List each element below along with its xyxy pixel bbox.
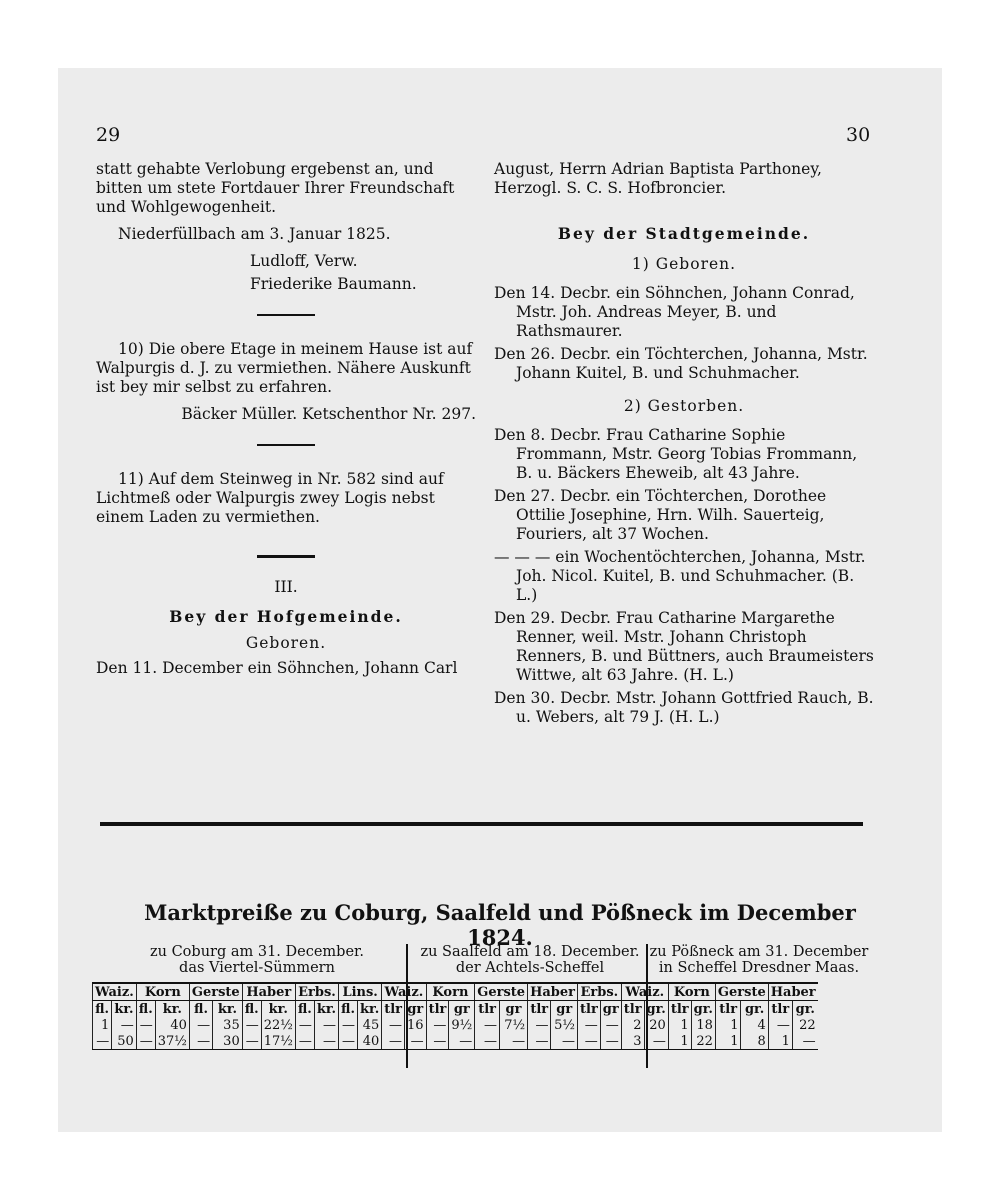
- price-cell: 20: [644, 1017, 668, 1033]
- price-cell: 1: [768, 1033, 792, 1050]
- grain-header: Gerste: [475, 983, 528, 1001]
- price-cell: 22: [691, 1033, 715, 1050]
- continuation-text: August, Herrn Adrian Baptista Parthoney, Herzogl. S. C. S. Hofbroncier.: [494, 160, 822, 197]
- separator: [257, 555, 315, 558]
- price-cell: 35: [213, 1017, 243, 1033]
- unit-cell: fl.: [242, 1001, 261, 1018]
- death-entry: Den 29. Decbr. Frau Catharine Margarethe Renner, weil. Mstr. Johann Christoph Renners, B. und Büttners, auch Braumeisters Wittwe, alt 63 Jahre. (H. L.): [494, 609, 874, 684]
- price-cell: 1: [715, 1017, 741, 1033]
- price-cell: 8: [741, 1033, 768, 1050]
- unit-cell: tlr: [668, 1001, 691, 1018]
- right-column: [494, 160, 874, 727]
- grain-header: Gerste: [189, 983, 242, 1001]
- notice-10: 10) Die obere Etage in meinem Hause ist auf Walpurgis d. J. zu vermiethen. Nähere Auskunft ist bey mir selbst zu erfahren.: [96, 340, 473, 396]
- price-cell: 18: [691, 1017, 715, 1033]
- grain-header: Korn: [426, 983, 475, 1001]
- unit-cell: gr.: [644, 1001, 668, 1018]
- saalfeld-date: zu Saalfeld am 18. December.: [420, 944, 640, 960]
- page-number-right: 30: [846, 124, 871, 146]
- death-entry: Den 30. Decbr. Mstr. Johann Gottfried Rauch, B. u. Webers, alt 79 J. (H. L.): [494, 689, 874, 726]
- price-cell: 2: [621, 1017, 644, 1033]
- unit-cell: kr.: [358, 1001, 382, 1018]
- unit-cell: gr: [499, 1001, 527, 1018]
- coburg-header: [112, 944, 402, 976]
- unit-cell: kr.: [112, 1001, 137, 1018]
- death-entry: — — — ein Wochentöchterchen, Johanna, Mstr. Joh. Nicol. Kuitel, B. und Schuhmacher. (B. L.): [494, 548, 866, 604]
- grain-header: Haber: [528, 983, 578, 1001]
- unit-cell: tlr: [426, 1001, 449, 1018]
- grain-header: Korn: [668, 983, 715, 1001]
- unit-cell: gr: [449, 1001, 475, 1018]
- separator: [257, 444, 315, 446]
- page-number-left: 29: [96, 124, 121, 146]
- price-cell: —: [314, 1033, 338, 1050]
- unit-cell: tlr: [382, 1001, 405, 1018]
- price-cell: —: [475, 1033, 500, 1050]
- price-cell: —: [528, 1017, 551, 1033]
- born-heading: Geboren.: [245, 634, 327, 652]
- market-prices-table: [92, 982, 818, 1050]
- price-cell: 4: [741, 1017, 768, 1033]
- unit-cell: fl.: [136, 1001, 155, 1018]
- grain-header: Waiz.: [382, 983, 426, 1001]
- price-cell: 40: [358, 1033, 382, 1050]
- market-prices-title: Marktpreiße zu Coburg, Saalfeld und Pößneck im December 1824.: [144, 900, 856, 950]
- price-cell: 22: [792, 1017, 817, 1033]
- price-cell: —: [644, 1033, 668, 1050]
- price-cell: —: [242, 1033, 261, 1050]
- price-cell: —: [242, 1017, 261, 1033]
- grain-header: Haber: [768, 983, 817, 1001]
- price-row: [93, 1017, 818, 1033]
- unit-cell: fl.: [339, 1001, 358, 1018]
- unit-cell: tlr: [475, 1001, 500, 1018]
- coburg-measure: das Viertel-Sümmern: [179, 960, 335, 976]
- price-cell: —: [600, 1033, 621, 1050]
- unit-cell: tlr: [715, 1001, 741, 1018]
- unit-cell: gr.: [792, 1001, 817, 1018]
- unit-cell: tlr: [621, 1001, 644, 1018]
- price-cell: —: [382, 1017, 405, 1033]
- unit-cell: gr.: [691, 1001, 715, 1018]
- price-cell: —: [600, 1017, 621, 1033]
- death-entry: Den 8. Decbr. Frau Catharine Sophie Frommann, Mstr. Georg Tobias Frommann, B. u. Bäckers Eheweib, alt 43 Jahre.: [494, 426, 858, 482]
- grain-header: Haber: [242, 983, 295, 1001]
- unit-cell: tlr: [768, 1001, 792, 1018]
- price-cell: 16: [405, 1017, 427, 1033]
- price-cell: —: [528, 1033, 551, 1050]
- price-cell: —: [295, 1033, 314, 1050]
- saalfeld-measure: der Achtels-Scheffel: [455, 960, 605, 976]
- opening-text: statt gehabte Verlobung ergebenst an, und bitten um stete Fortdauer Ihrer Freundschaft und Wohlgewogenheit.: [96, 160, 455, 216]
- price-cell: —: [314, 1017, 338, 1033]
- price-cell: 45: [358, 1017, 382, 1033]
- price-cell: —: [339, 1017, 358, 1033]
- price-cell: —: [426, 1017, 449, 1033]
- poessneck-date: zu Pößneck am 31. December: [649, 944, 869, 960]
- unit-cell: gr: [600, 1001, 621, 1018]
- price-cell: 3: [621, 1033, 644, 1050]
- price-cell: —: [475, 1017, 500, 1033]
- poessneck-header: [648, 944, 870, 976]
- unit-cell: fl.: [189, 1001, 212, 1018]
- saalfeld-header: [412, 944, 648, 976]
- price-cell: 7½: [499, 1017, 527, 1033]
- horizontal-rule: [100, 822, 863, 826]
- price-cell: 1: [668, 1017, 691, 1033]
- grain-header-row: [93, 983, 818, 1001]
- price-cell: —: [426, 1033, 449, 1050]
- price-cell: 30: [213, 1033, 243, 1050]
- left-column: [96, 160, 476, 678]
- price-cell: —: [449, 1033, 475, 1050]
- grain-header: Waiz.: [621, 983, 668, 1001]
- grain-header: Erbs.: [295, 983, 338, 1001]
- unit-cell: gr.: [741, 1001, 768, 1018]
- price-cell: 1: [715, 1033, 741, 1050]
- section-number: III.: [274, 578, 298, 596]
- unit-cell: tlr: [528, 1001, 551, 1018]
- unit-cell: fl.: [93, 1001, 112, 1018]
- price-cell: 1: [668, 1033, 691, 1050]
- birth-entry: Den 14. Decbr. ein Söhnchen, Johann Conrad, Mstr. Joh. Andreas Meyer, B. und Rathsmaurer.: [494, 284, 855, 340]
- price-cell: 5½: [551, 1017, 578, 1033]
- price-cell: —: [578, 1033, 601, 1050]
- died-heading: 2) Gestorben.: [623, 397, 745, 415]
- price-cell: 1: [93, 1017, 112, 1033]
- price-cell: —: [136, 1017, 155, 1033]
- grain-header: Waiz.: [93, 983, 137, 1001]
- unit-row: [93, 1001, 818, 1018]
- birth-entry: Den 11. December ein Söhnchen, Johann Carl: [96, 659, 458, 677]
- unit-cell: kr.: [314, 1001, 338, 1018]
- price-cell: —: [405, 1033, 427, 1050]
- unit-cell: tlr: [578, 1001, 601, 1018]
- notice-10-signature: Bäcker Müller. Ketschenthor Nr. 297.: [181, 405, 476, 423]
- unit-cell: kr.: [261, 1001, 295, 1018]
- coburg-date: zu Coburg am 31. December.: [150, 944, 364, 960]
- birth-entry: Den 26. Decbr. ein Töchterchen, Johanna, Mstr. Johann Kuitel, B. und Schuhmacher.: [494, 345, 868, 382]
- grain-header: Erbs.: [578, 983, 622, 1001]
- price-cell: —: [551, 1033, 578, 1050]
- unit-cell: gr: [405, 1001, 427, 1018]
- price-cell: —: [382, 1033, 405, 1050]
- signature-2: Friederike Baumann.: [250, 275, 417, 293]
- price-cell: 50: [112, 1033, 137, 1050]
- signature-1: Ludloff, Verw.: [250, 252, 358, 270]
- price-cell: —: [339, 1033, 358, 1050]
- price-cell: —: [768, 1017, 792, 1033]
- price-cell: —: [295, 1017, 314, 1033]
- price-cell: —: [189, 1033, 212, 1050]
- price-cell: 40: [155, 1017, 189, 1033]
- death-entry: Den 27. Decbr. ein Töchterchen, Dorothee Ottilie Josephine, Hrn. Wilh. Sauerteig, Fouriers, alt 37 Wochen.: [494, 487, 827, 543]
- unit-cell: fl.: [295, 1001, 314, 1018]
- place-date: Niederfüllbach am 3. Januar 1825.: [118, 225, 391, 243]
- section-title-stadtgemeinde: Bey der Stadtgemeinde.: [557, 224, 811, 243]
- price-cell: —: [136, 1033, 155, 1050]
- grain-header: Gerste: [715, 983, 768, 1001]
- born-heading: 1) Geboren.: [631, 255, 737, 273]
- separator: [257, 314, 315, 316]
- section-title-hofgemeinde: Bey der Hofgemeinde.: [169, 607, 403, 626]
- price-row: [93, 1033, 818, 1050]
- price-cell: 22½: [261, 1017, 295, 1033]
- price-cell: —: [112, 1017, 137, 1033]
- price-cell: —: [499, 1033, 527, 1050]
- poessneck-measure: in Scheffel Dresdner Maas.: [658, 960, 860, 976]
- price-cell: 17½: [261, 1033, 295, 1050]
- price-cell: —: [578, 1017, 601, 1033]
- unit-cell: kr.: [155, 1001, 189, 1018]
- price-cell: —: [189, 1017, 212, 1033]
- price-cell: 37½: [155, 1033, 189, 1050]
- price-cell: —: [792, 1033, 817, 1050]
- notice-11: 11) Auf dem Steinweg in Nr. 582 sind auf Lichtmeß oder Walpurgis zwey Logis nebst einem Laden zu vermiethen.: [96, 470, 444, 526]
- price-cell: 9½: [449, 1017, 475, 1033]
- unit-cell: kr.: [213, 1001, 243, 1018]
- price-cell: —: [93, 1033, 112, 1050]
- unit-cell: gr: [551, 1001, 578, 1018]
- grain-header: Korn: [136, 983, 189, 1001]
- grain-header: Lins.: [339, 983, 382, 1001]
